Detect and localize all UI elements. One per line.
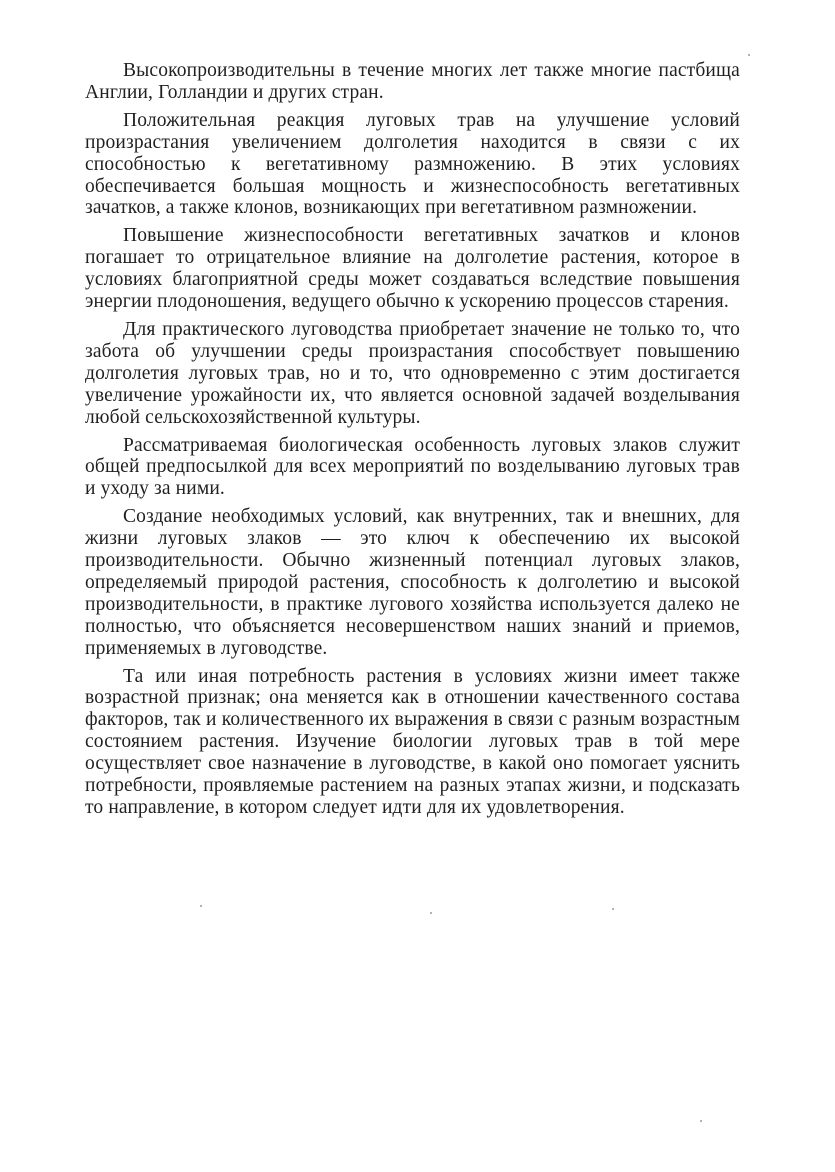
paragraph-3: Повышение жизнеспособности вегетативных зачатков и клонов погашает то отрицательное влияние на долголетие растения, которое в условиях благоприятной среды может создаваться вследствие повышения энергии плодоношения, ведущего обычно к ускорению процессов старения. [85, 225, 740, 313]
paragraph-4: Для практического луговодства приобретает значение не только то, что забота об улучшении среды произрастания способствует повышению долголетия луговых трав, но и то, что одновременно с этим достигается увеличение урожайности их, что является основной задачей возделывания любой сельскохозяйственной культуры. [85, 318, 740, 428]
scan-speck [700, 1120, 702, 1122]
paragraph-7: Та или иная потребность растения в условиях жизни имеет также возрастной признак; она меняется как в отношении качественного состава факторов, так и количественного их выражения в связи с разным возрастным состоянием растения. Изучение биологии луговых трав в той мере осуществляет свое назначение в луговодстве, в какой оно помогает уяснить потребности, проявляемые растением на разных этапах жизни, и подсказать то направление, в котором следует идти для их удовлетворения. [85, 665, 740, 818]
paragraph-1: Высокопроизводительны в течение многих лет также многие пастбища Англии, Голландии и других стран. [85, 60, 740, 103]
paragraph-6: Создание необходимых условий, как внутренних, так и внешних, для жизни луговых злаков — это ключ к обеспечению их высокой производительности. Обычно жизненный потенциал луговых злаков, определяемый природой растения, способность к долголетию и высокой производительности, в практике лугового хозяйства используется далеко не полностью, что объясняется несовершенством наших знаний и приемов, применяемых в луговодстве. [85, 506, 740, 659]
scan-speck [430, 912, 432, 914]
paragraph-2: Положительная реакция луговых трав на улучшение условий произрастания увеличением долголетия находится в связи с их способностью к вегетативному размножению. В этих условиях обеспечивается большая мощность и жизнеспособность вегетативных зачатков, а также клонов, возникающих при вегетативном размножении. [85, 109, 740, 219]
paragraph-5: Рассматриваемая биологическая особенность луговых злаков служит общей предпосылкой для всех мероприятий по возделыванию луговых трав и уходу за ними. [85, 434, 740, 500]
scan-speck [612, 908, 614, 910]
scan-speck [748, 54, 750, 56]
scan-speck [200, 905, 202, 907]
document-page [85, 60, 740, 825]
